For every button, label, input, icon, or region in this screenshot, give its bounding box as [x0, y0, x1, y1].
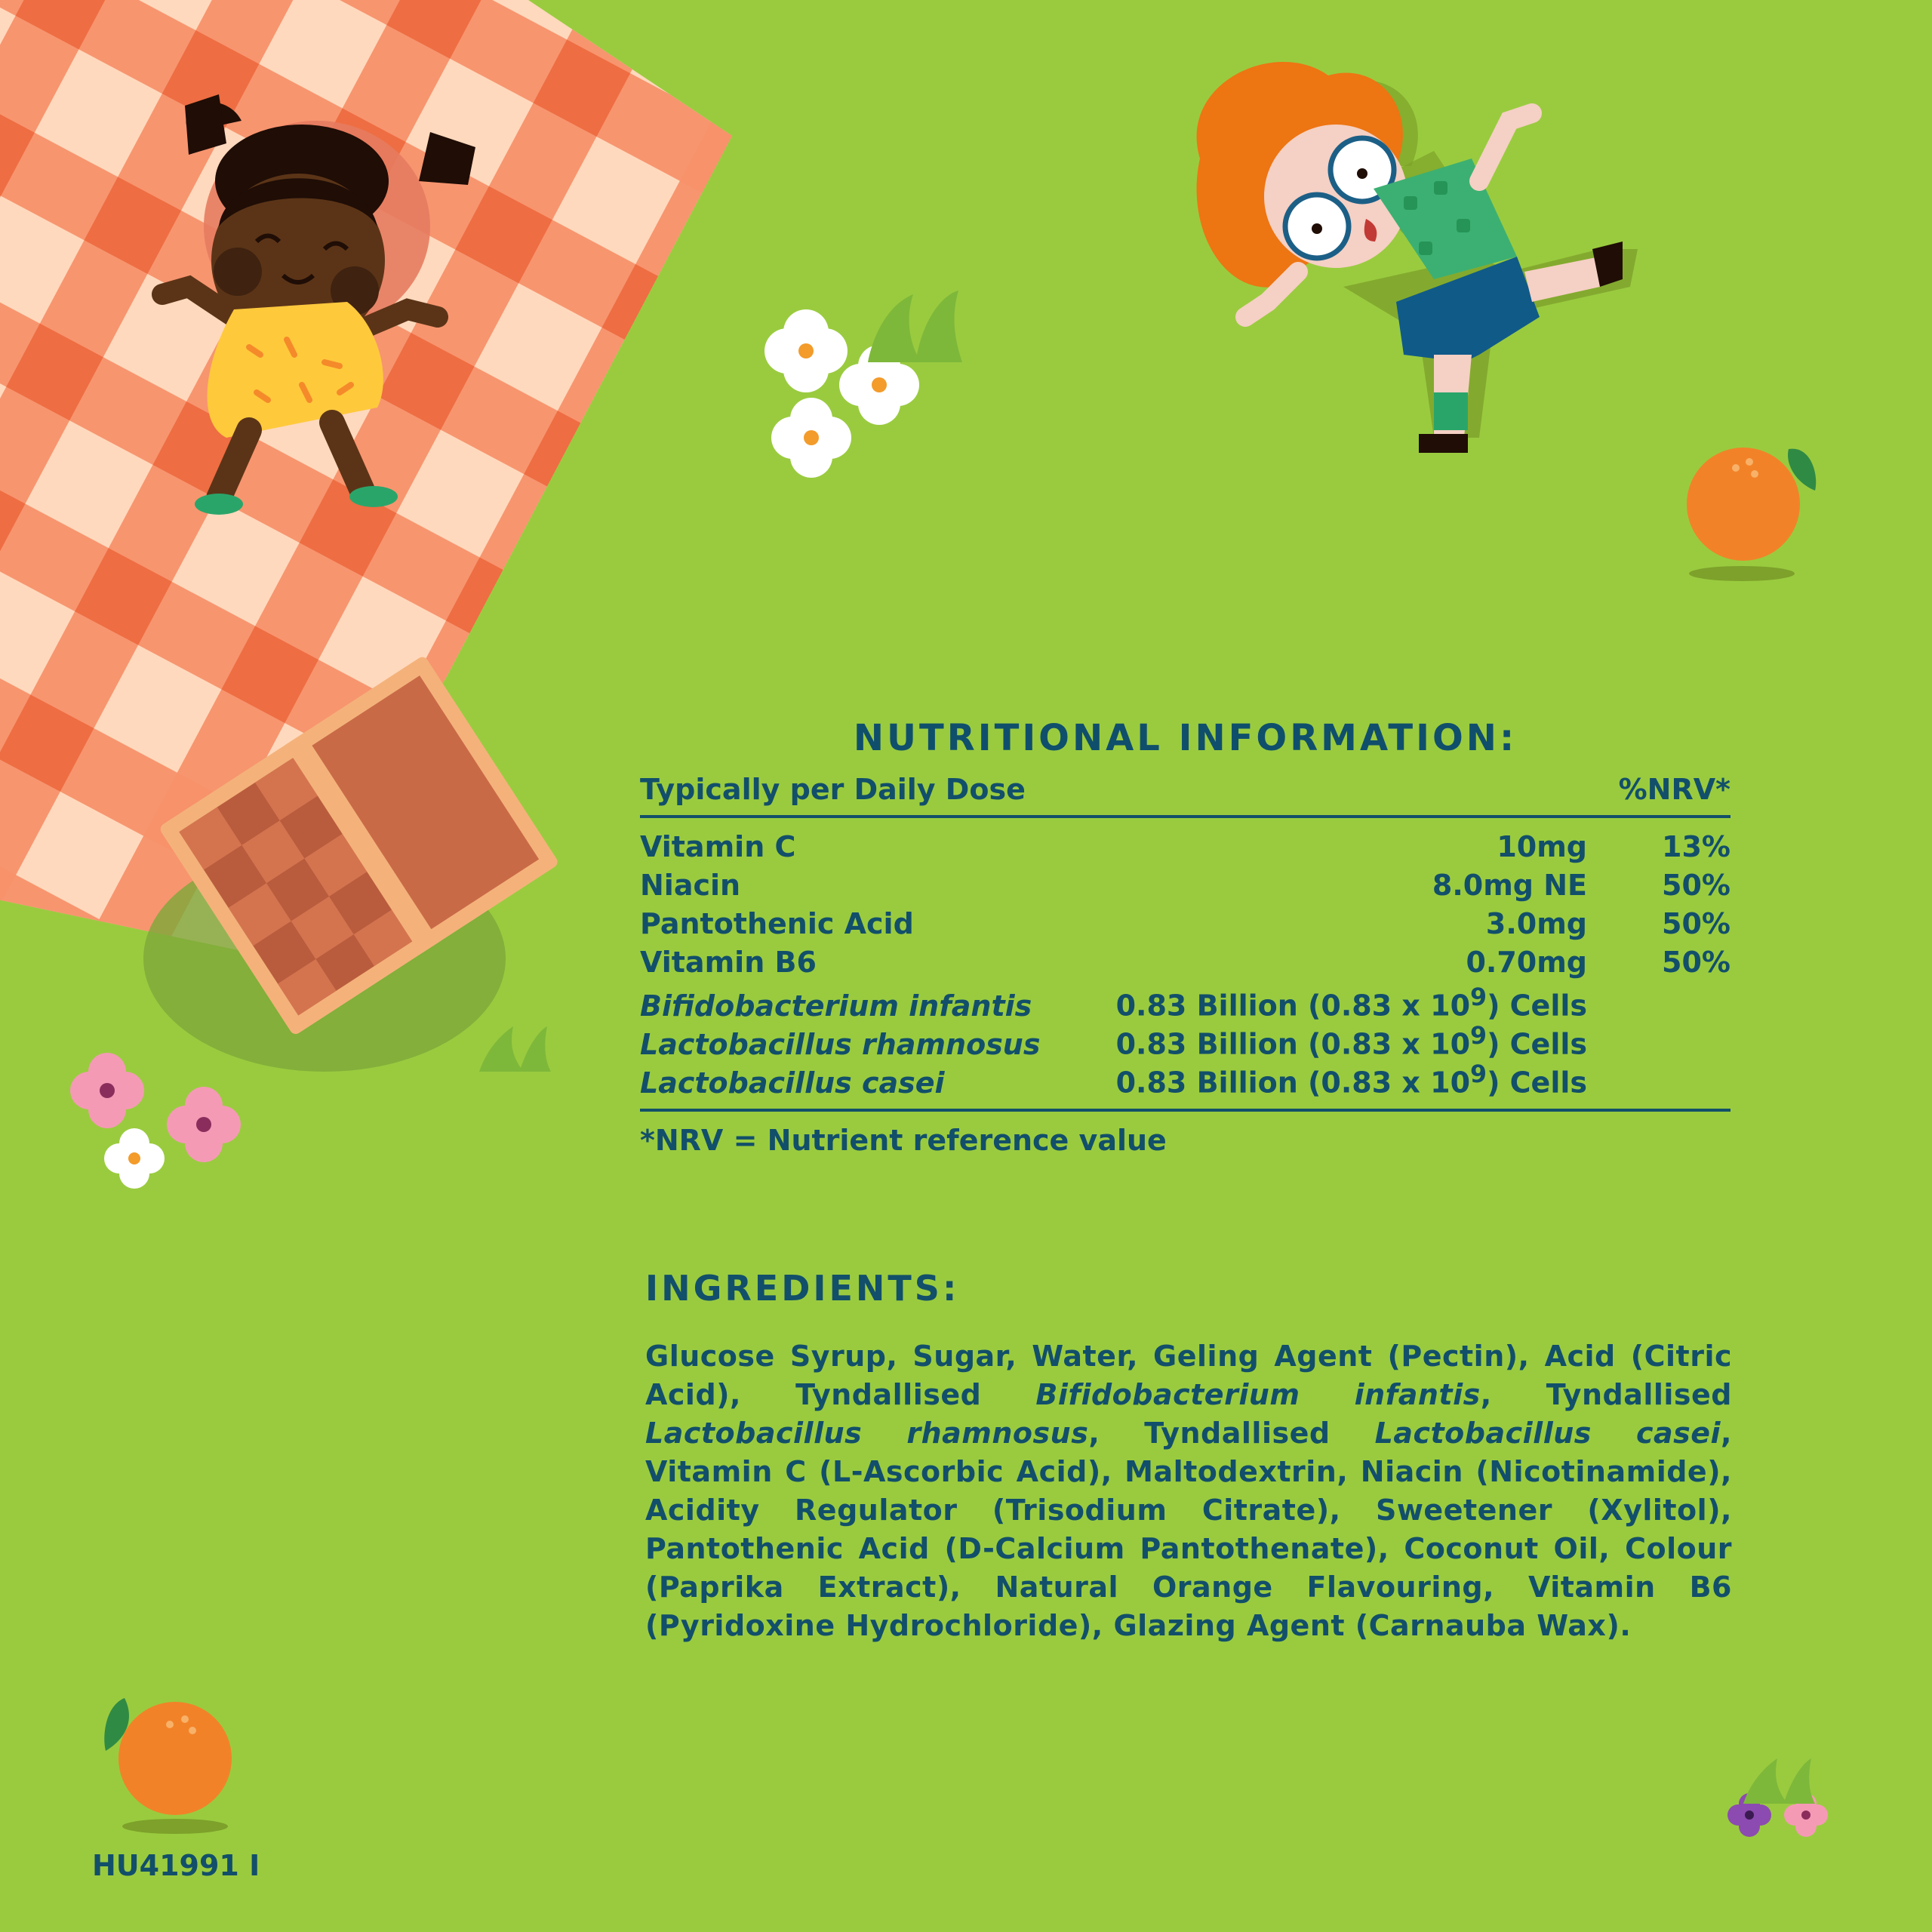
- orange-fruit-icon: [1687, 448, 1816, 581]
- ingredients-text: , Tyndallised: [1480, 1378, 1733, 1411]
- culture-amount: [1116, 984, 1587, 1023]
- orange-fruit-icon: [104, 1698, 232, 1834]
- nutrient-amount: 10mg: [1497, 830, 1587, 863]
- nutrient-amount: 0.70mg: [1466, 946, 1587, 979]
- culture-name: Lactobacillus rhamnosus: [640, 1027, 1041, 1061]
- nutrient-name: Vitamin B6: [640, 946, 817, 979]
- table-row: [640, 946, 1730, 984]
- nutrient-nrv: 50%: [1662, 869, 1730, 902]
- table-row: [640, 830, 1730, 869]
- nutrition-title: NUTRITIONAL INFORMATION:: [853, 717, 1518, 759]
- amount-unit: ) Cells: [1487, 989, 1587, 1023]
- dancing-boy-illustration: [1197, 62, 1638, 453]
- nutrition-table-header: [640, 773, 1730, 818]
- nutrient-name: Niacin: [640, 869, 741, 902]
- culture-amount: [1116, 1061, 1587, 1100]
- nutrient-name: Pantothenic Acid: [640, 907, 914, 940]
- ingredients-list: [645, 1337, 1732, 1645]
- nrv-footnote: *NRV = Nutrient reference value: [640, 1124, 1167, 1157]
- nutrient-amount: 8.0mg NE: [1432, 869, 1587, 902]
- ingredient-culture: Lactobacillus rhamnosus: [645, 1417, 1089, 1450]
- exponent: 9: [1470, 1061, 1487, 1088]
- nutrition-table: [640, 818, 1730, 1112]
- culture-name: Lactobacillus casei: [640, 1066, 945, 1100]
- ingredients-text: , Tyndallised: [1088, 1417, 1375, 1450]
- ingredients-text: Glucose Syrup, Sugar, Water, Geling Agent (Pectin), Acid (Citric Acid), Tyndallised: [645, 1340, 1732, 1411]
- nutrient-nrv: 50%: [1662, 946, 1730, 979]
- table-row: [640, 1023, 1730, 1061]
- nutrition-panel: [640, 717, 1730, 1157]
- ingredients-title: INGREDIENTS:: [645, 1268, 960, 1309]
- ingredient-culture: Lactobacillus casei: [1374, 1417, 1721, 1450]
- amount-text: 0.83 Billion (0.83 x 10: [1115, 1027, 1471, 1061]
- amount-text: 0.83 Billion (0.83 x 10: [1115, 1066, 1471, 1100]
- amount-text: 0.83 Billion (0.83 x 10: [1115, 989, 1471, 1023]
- nutrient-nrv: 13%: [1662, 830, 1730, 863]
- culture-amount: [1116, 1023, 1587, 1061]
- ingredients-panel: [645, 1268, 1732, 1674]
- daily-dose-label: Typically per Daily Dose: [640, 773, 1026, 806]
- nutrient-name: Vitamin C: [640, 830, 796, 863]
- exponent: 9: [1470, 1023, 1487, 1050]
- product-code: HU41991 I: [92, 1849, 260, 1882]
- nutrient-nrv: 50%: [1662, 907, 1730, 940]
- exponent: 9: [1470, 984, 1487, 1011]
- flower-icon: [70, 1053, 241, 1189]
- nrv-column-label: %NRV*: [1618, 773, 1730, 806]
- table-row: [640, 907, 1730, 946]
- table-row: [640, 984, 1730, 1023]
- amount-unit: ) Cells: [1487, 1066, 1587, 1100]
- nutrient-amount: 3.0mg: [1485, 907, 1587, 940]
- amount-unit: ) Cells: [1487, 1027, 1587, 1061]
- ingredients-text: , Vitamin C (L-Ascorbic Acid), Maltodextrin, Niacin (Nicotinamide), Acidity Regulator (Trisodium Citrate), Sweetener (Xylitol), Pantothenic Acid (D-Calcium Pantothenate), Coconut Oil, Colour (Paprika Extract), Natural Orange Flavouring, Vitamin B6 (Pyridoxine Hydrochloride), Glazing Agent (Carnauba Wax).: [645, 1417, 1732, 1642]
- table-row: [640, 1061, 1730, 1100]
- ingredient-culture: Bifidobacterium infantis: [1035, 1378, 1481, 1411]
- culture-name: Bifidobacterium infantis: [640, 989, 1032, 1023]
- table-row: [640, 869, 1730, 907]
